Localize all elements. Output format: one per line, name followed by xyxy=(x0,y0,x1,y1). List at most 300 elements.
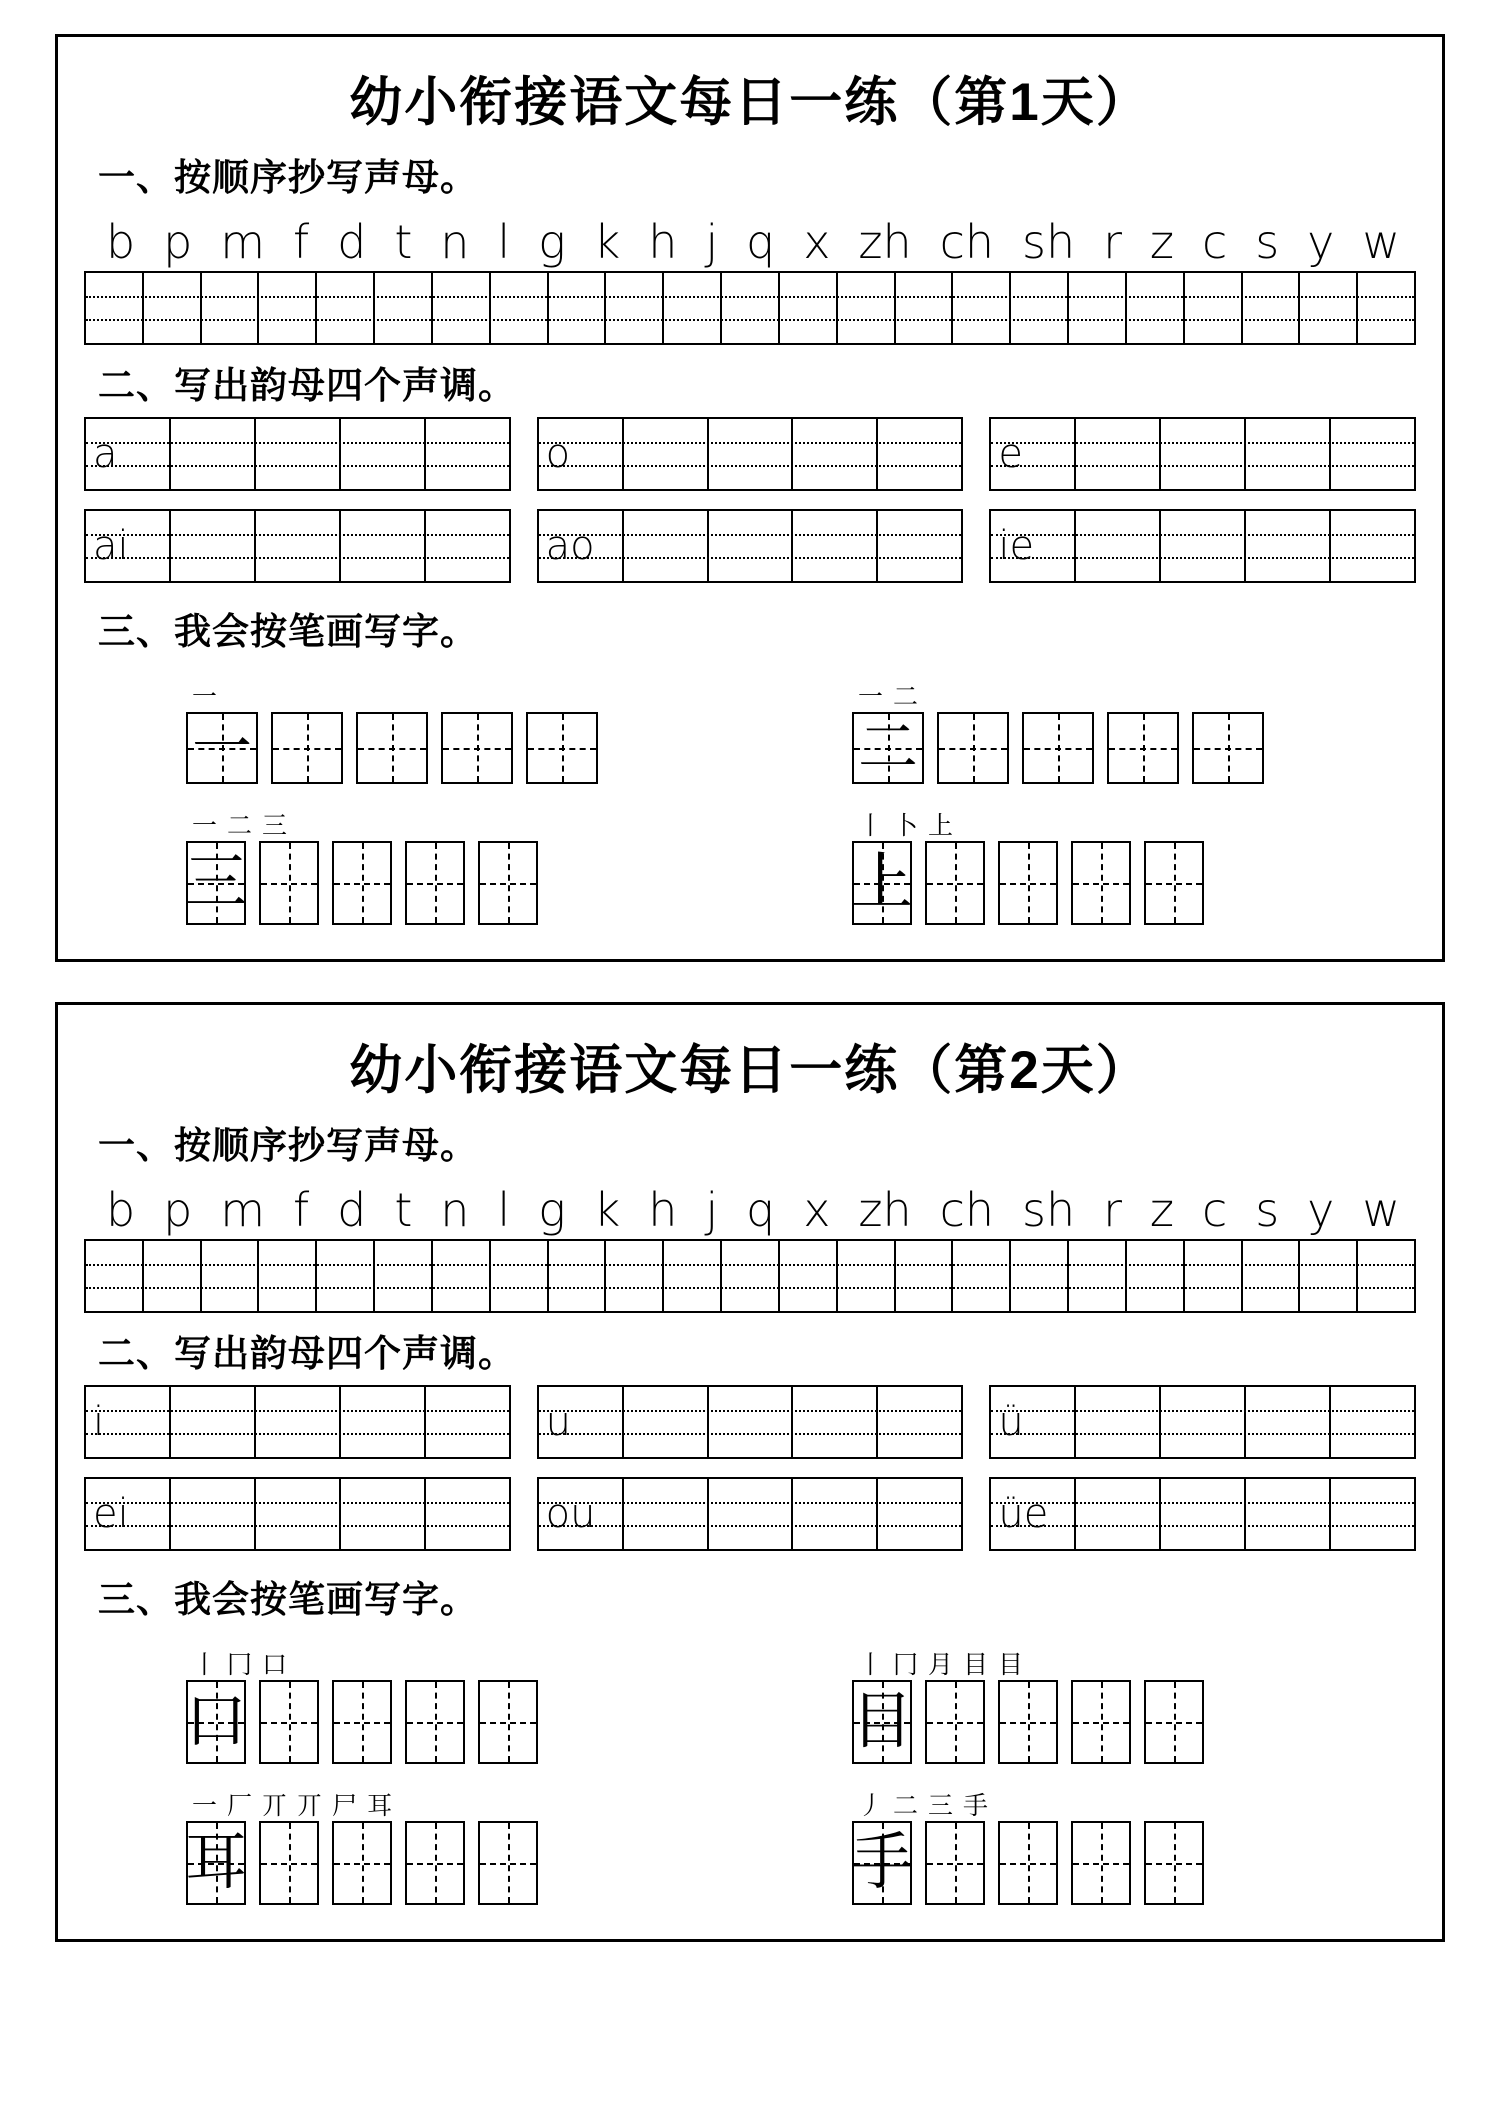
pinyin-cell[interactable] xyxy=(664,1241,722,1311)
vowel-label: ai xyxy=(93,522,129,569)
tian-zi-ge-row xyxy=(186,712,598,784)
pinyin-cell[interactable] xyxy=(664,273,722,343)
stroke-order-strip xyxy=(186,798,287,838)
pinyin-cell[interactable] xyxy=(838,1241,896,1311)
stroke-step: 丌 xyxy=(297,1790,323,1820)
pinyin-cell[interactable] xyxy=(433,273,491,343)
pinyin-cell[interactable] xyxy=(1246,419,1331,489)
tone-practice-row xyxy=(84,1477,1416,1551)
initial-letter: g xyxy=(538,1182,566,1237)
pinyin-four-line-grid xyxy=(84,1239,1416,1313)
initials-letter-row xyxy=(84,207,1416,269)
vowel-label: ie xyxy=(998,522,1035,569)
tian-zi-ge-box[interactable] xyxy=(478,1680,538,1764)
character-row xyxy=(84,798,1416,925)
tian-zi-ge-box[interactable] xyxy=(925,1821,985,1905)
tian-zi-ge-box[interactable] xyxy=(441,712,513,784)
pinyin-four-line-grid xyxy=(537,1385,964,1459)
pinyin-cell[interactable] xyxy=(256,1479,341,1549)
stroke-step: 耳 xyxy=(367,1790,393,1820)
pinyin-cell[interactable] xyxy=(375,1241,433,1311)
pinyin-cell[interactable] xyxy=(896,1241,954,1311)
pinyin-cell[interactable] xyxy=(1076,419,1161,489)
character-row xyxy=(84,1637,1416,1764)
stroke-step: 一 xyxy=(191,681,217,711)
tone-practice-group xyxy=(84,417,511,491)
pinyin-cell[interactable] xyxy=(1243,273,1301,343)
vowel-label: u xyxy=(545,1398,572,1445)
pinyin-cell[interactable] xyxy=(202,1241,260,1311)
initial-letter: q xyxy=(746,214,776,269)
pinyin-cell[interactable] xyxy=(780,1241,838,1311)
stroke-step: 二 xyxy=(893,1790,919,1820)
tian-zi-ge-box[interactable] xyxy=(186,1821,246,1905)
tian-zi-ge-row xyxy=(852,712,1264,784)
pinyin-cell[interactable] xyxy=(624,1479,709,1549)
vowel-label: ou xyxy=(545,1490,596,1537)
initial-letter: m xyxy=(220,214,266,269)
tian-zi-ge-box[interactable] xyxy=(1071,1680,1131,1764)
character-practice-block xyxy=(104,1637,730,1764)
pinyin-cell[interactable] xyxy=(1358,1241,1414,1311)
pinyin-cell[interactable] xyxy=(1246,511,1331,581)
tone-practice-row xyxy=(84,509,1416,583)
pinyin-cell[interactable] xyxy=(1076,1479,1161,1549)
pinyin-cell[interactable] xyxy=(1161,1387,1246,1457)
pinyin-cell[interactable] xyxy=(709,1479,794,1549)
tian-zi-ge-box[interactable] xyxy=(259,1680,319,1764)
pinyin-cell[interactable] xyxy=(991,419,1076,489)
pinyin-cell[interactable] xyxy=(341,1387,426,1457)
vowel-label: ü xyxy=(998,1398,1024,1445)
stroke-step: 目 xyxy=(963,1649,989,1679)
worksheet-title: 幼小衔接语文每日一练（第2天） xyxy=(349,1040,1151,1100)
initial-letter: l xyxy=(497,214,511,269)
vowel-label: ei xyxy=(93,1490,129,1537)
pinyin-cell[interactable] xyxy=(709,511,794,581)
initial-letter: k xyxy=(593,1182,621,1237)
tian-zi-ge-box[interactable] xyxy=(405,841,465,925)
tone-practice-group xyxy=(989,417,1416,491)
pinyin-cell[interactable] xyxy=(1161,1479,1246,1549)
tian-zi-ge-row xyxy=(186,841,538,925)
pinyin-cell[interactable] xyxy=(1127,273,1185,343)
pinyin-cell[interactable] xyxy=(1331,419,1414,489)
pinyin-cell[interactable] xyxy=(202,273,260,343)
pinyin-cell[interactable] xyxy=(341,1479,426,1549)
stroke-step: 丨 xyxy=(191,1649,217,1679)
character-practice-block xyxy=(770,1778,1396,1905)
character-practice-block xyxy=(104,1778,730,1905)
tian-zi-ge-box[interactable] xyxy=(998,1680,1058,1764)
stroke-step: 一 xyxy=(857,681,883,711)
tian-zi-ge-box[interactable] xyxy=(478,1821,538,1905)
tian-zi-ge-box[interactable] xyxy=(259,841,319,925)
pinyin-cell[interactable] xyxy=(86,1241,144,1311)
tone-practice-group xyxy=(537,417,964,491)
tian-zi-ge-box[interactable] xyxy=(478,841,538,925)
pinyin-cell[interactable] xyxy=(793,1387,878,1457)
initial-letter: d xyxy=(337,214,367,269)
stroke-step: 三 xyxy=(928,1790,954,1820)
pinyin-cell[interactable] xyxy=(838,273,896,343)
pinyin-cell[interactable] xyxy=(1185,273,1243,343)
pinyin-cell[interactable] xyxy=(878,511,961,581)
initial-letter: h xyxy=(648,214,678,269)
tian-zi-ge-box[interactable] xyxy=(1107,712,1179,784)
pinyin-cell[interactable] xyxy=(549,273,607,343)
section-heading: 三、我会按笔画写字。 xyxy=(98,611,478,653)
tian-zi-ge-box[interactable] xyxy=(1192,712,1264,784)
stroke-step: 丌 xyxy=(262,1790,288,1820)
pinyin-four-line-grid xyxy=(537,417,964,491)
pinyin-cell[interactable] xyxy=(606,1241,664,1311)
pinyin-cell[interactable] xyxy=(991,511,1076,581)
pinyin-four-line-grid xyxy=(84,271,1416,345)
tone-practice-group xyxy=(84,509,511,583)
pinyin-cell[interactable] xyxy=(171,419,256,489)
initial-letter: h xyxy=(648,1182,678,1237)
stroke-step: 尸 xyxy=(332,1790,358,1820)
initial-letter: ch xyxy=(939,1182,995,1237)
character-row xyxy=(84,669,1416,784)
pinyin-cell[interactable] xyxy=(1161,419,1246,489)
tian-zi-ge-box[interactable] xyxy=(186,1680,246,1764)
pinyin-cell[interactable] xyxy=(171,1387,256,1457)
pinyin-cell[interactable] xyxy=(1069,1241,1127,1311)
pinyin-four-line-grid xyxy=(989,417,1416,491)
stroke-step: 厂 xyxy=(227,1790,253,1820)
tian-zi-ge-box[interactable] xyxy=(1144,1680,1204,1764)
stroke-step: 丨 xyxy=(857,810,883,840)
pinyin-cell[interactable] xyxy=(606,273,664,343)
tian-zi-ge-row xyxy=(852,841,1204,925)
pinyin-cell[interactable] xyxy=(491,1241,549,1311)
character-glyph: 一 xyxy=(191,714,252,781)
stroke-order-strip xyxy=(186,669,217,709)
pinyin-cell[interactable] xyxy=(256,1387,341,1457)
section-heading: 一、按顺序抄写声母。 xyxy=(98,157,478,199)
tian-zi-ge-box[interactable] xyxy=(405,1680,465,1764)
stroke-step: 三 xyxy=(262,810,288,840)
initial-letter: sh xyxy=(1022,1182,1076,1237)
pinyin-cell[interactable] xyxy=(539,1387,624,1457)
pinyin-cell[interactable] xyxy=(86,511,171,581)
character-practice-block xyxy=(770,798,1396,925)
initial-letter: zh xyxy=(858,214,912,269)
pinyin-cell[interactable] xyxy=(341,419,426,489)
tian-zi-ge-row xyxy=(186,1680,538,1764)
initial-letter: r xyxy=(1103,214,1122,269)
pinyin-cell[interactable] xyxy=(1011,1241,1069,1311)
vowel-label: üe xyxy=(998,1490,1049,1537)
tian-zi-ge-box[interactable] xyxy=(852,1821,912,1905)
initial-letter: sh xyxy=(1022,214,1076,269)
tian-zi-ge-box[interactable] xyxy=(852,1680,912,1764)
initial-letter: c xyxy=(1202,1182,1228,1237)
tian-zi-ge-box[interactable] xyxy=(259,1821,319,1905)
stroke-step: 上 xyxy=(928,810,954,840)
pinyin-cell[interactable] xyxy=(1300,273,1358,343)
tian-zi-ge-box[interactable] xyxy=(925,1680,985,1764)
character-practice-block xyxy=(770,1637,1396,1764)
initial-letter: p xyxy=(163,214,193,269)
initial-letter: y xyxy=(1307,1182,1335,1237)
stroke-step: 月 xyxy=(928,1649,954,1679)
pinyin-cell[interactable] xyxy=(539,511,624,581)
pinyin-cell[interactable] xyxy=(896,273,954,343)
tian-zi-ge-box[interactable] xyxy=(1144,1821,1204,1905)
pinyin-cell[interactable] xyxy=(1358,273,1414,343)
pinyin-cell[interactable] xyxy=(953,273,1011,343)
pinyin-cell[interactable] xyxy=(1331,1479,1414,1549)
initial-letter: t xyxy=(394,1182,413,1237)
pinyin-cell[interactable] xyxy=(1246,1387,1331,1457)
tian-zi-ge-box[interactable] xyxy=(1022,712,1094,784)
initial-letter: q xyxy=(746,1182,776,1237)
tian-zi-ge-box[interactable] xyxy=(852,712,924,784)
stroke-step: 目 xyxy=(998,1649,1024,1679)
character-row xyxy=(84,1778,1416,1905)
pinyin-four-line-grid xyxy=(84,417,511,491)
initial-letter: ch xyxy=(939,214,995,269)
tone-practice-group xyxy=(84,1477,511,1551)
pinyin-cell[interactable] xyxy=(1011,273,1069,343)
pinyin-cell[interactable] xyxy=(722,273,780,343)
tian-zi-ge-box[interactable] xyxy=(925,841,985,925)
pinyin-cell[interactable] xyxy=(171,511,256,581)
pinyin-cell[interactable] xyxy=(878,1387,961,1457)
pinyin-cell[interactable] xyxy=(375,273,433,343)
pinyin-four-line-grid xyxy=(84,1385,511,1459)
tian-zi-ge-box[interactable] xyxy=(332,841,392,925)
tian-zi-ge-box[interactable] xyxy=(526,712,598,784)
initial-letter: t xyxy=(394,214,413,269)
pinyin-cell[interactable] xyxy=(426,419,509,489)
tian-zi-ge-box[interactable] xyxy=(332,1680,392,1764)
pinyin-cell[interactable] xyxy=(624,1387,709,1457)
pinyin-cell[interactable] xyxy=(878,1479,961,1549)
vowel-label: ao xyxy=(545,522,595,569)
stroke-step: 一 xyxy=(191,1790,217,1820)
vowel-label: e xyxy=(998,430,1023,477)
pinyin-cell[interactable] xyxy=(1243,1241,1301,1311)
initial-letter: b xyxy=(106,214,136,269)
tian-zi-ge-box[interactable] xyxy=(1071,1821,1131,1905)
pinyin-cell[interactable] xyxy=(426,1479,509,1549)
pinyin-cell[interactable] xyxy=(991,1387,1076,1457)
initial-letter: p xyxy=(163,1182,193,1237)
pinyin-cell[interactable] xyxy=(793,1479,878,1549)
pinyin-four-line-grid xyxy=(989,1477,1416,1551)
tian-zi-ge-box[interactable] xyxy=(998,841,1058,925)
initial-letter: k xyxy=(593,214,621,269)
pinyin-cell[interactable] xyxy=(624,419,709,489)
worksheet-title: 幼小衔接语文每日一练（第1天） xyxy=(349,73,1151,132)
pinyin-cell[interactable] xyxy=(341,511,426,581)
character-glyph: 目 xyxy=(850,1687,913,1756)
pinyin-cell[interactable] xyxy=(491,273,549,343)
worksheet-sheet-2 xyxy=(55,1002,1445,1942)
tian-zi-ge-box[interactable] xyxy=(271,712,343,784)
pinyin-cell[interactable] xyxy=(991,1479,1076,1549)
pinyin-cell[interactable] xyxy=(709,1387,794,1457)
initial-letter: w xyxy=(1362,214,1400,269)
pinyin-cell[interactable] xyxy=(1127,1241,1185,1311)
stroke-step: 卜 xyxy=(893,810,919,840)
tone-practice-group xyxy=(989,1385,1416,1459)
pinyin-cell[interactable] xyxy=(624,511,709,581)
initial-letter: z xyxy=(1149,214,1175,269)
pinyin-cell[interactable] xyxy=(953,1241,1011,1311)
character-glyph: 二 xyxy=(857,714,918,781)
stroke-order-strip xyxy=(852,1778,988,1818)
vowel-label: i xyxy=(93,1398,105,1445)
initial-letter: n xyxy=(440,1182,470,1237)
pinyin-cell[interactable] xyxy=(1076,1387,1161,1457)
pinyin-cell[interactable] xyxy=(780,273,838,343)
pinyin-cell[interactable] xyxy=(709,419,794,489)
stroke-step: 手 xyxy=(963,1790,989,1820)
tian-zi-ge-row xyxy=(186,1821,538,1905)
pinyin-cell[interactable] xyxy=(1076,511,1161,581)
pinyin-cell[interactable] xyxy=(878,419,961,489)
tone-practice-group xyxy=(84,1385,511,1459)
pinyin-cell[interactable] xyxy=(171,1479,256,1549)
tian-zi-ge-box[interactable] xyxy=(1144,841,1204,925)
character-glyph: 上 xyxy=(850,848,913,917)
character-glyph: 口 xyxy=(184,1687,247,1756)
pinyin-four-line-grid xyxy=(84,509,511,583)
initial-letter: f xyxy=(293,214,310,269)
pinyin-cell[interactable] xyxy=(722,1241,780,1311)
section-heading: 三、我会按笔画写字。 xyxy=(98,1579,478,1621)
pinyin-cell[interactable] xyxy=(1331,1387,1414,1457)
worksheet-sheet-1 xyxy=(55,34,1445,962)
pinyin-cell[interactable] xyxy=(86,273,144,343)
character-glyph: 耳 xyxy=(184,1828,247,1897)
initial-letter: n xyxy=(440,214,470,269)
tone-practice-row xyxy=(84,417,1416,491)
pinyin-four-line-grid xyxy=(537,1477,964,1551)
pinyin-cell[interactable] xyxy=(86,419,171,489)
pinyin-four-line-grid xyxy=(989,509,1416,583)
pinyin-four-line-grid xyxy=(84,1477,511,1551)
stroke-step: 一 xyxy=(191,810,217,840)
stroke-step: 丿 xyxy=(857,1790,883,1820)
tian-zi-ge-box[interactable] xyxy=(998,1821,1058,1905)
character-glyph: 三 xyxy=(184,848,247,917)
pinyin-cell[interactable] xyxy=(256,419,341,489)
pinyin-cell[interactable] xyxy=(426,511,509,581)
pinyin-cell[interactable] xyxy=(539,1479,624,1549)
pinyin-cell[interactable] xyxy=(793,419,878,489)
pinyin-cell[interactable] xyxy=(256,511,341,581)
stroke-order-strip xyxy=(852,798,953,838)
initial-letter: j xyxy=(705,214,719,269)
tian-zi-ge-box[interactable] xyxy=(1071,841,1131,925)
initial-letter: m xyxy=(220,1182,266,1237)
pinyin-cell[interactable] xyxy=(317,273,375,343)
pinyin-cell[interactable] xyxy=(426,1387,509,1457)
initial-letter: b xyxy=(106,1182,136,1237)
stroke-order-strip xyxy=(852,1637,1023,1677)
tone-practice-group xyxy=(989,1477,1416,1551)
pinyin-cell[interactable] xyxy=(144,1241,202,1311)
stroke-step: 丨 xyxy=(857,1649,883,1679)
tone-practice-group xyxy=(537,1477,964,1551)
pinyin-cell[interactable] xyxy=(317,1241,375,1311)
character-practice-block xyxy=(770,669,1396,784)
pinyin-cell[interactable] xyxy=(539,419,624,489)
character-practice-block xyxy=(104,669,730,784)
character-glyph: 手 xyxy=(850,1828,913,1897)
initial-letter: zh xyxy=(858,1182,912,1237)
pinyin-cell[interactable] xyxy=(1161,511,1246,581)
worksheets-container xyxy=(55,34,1445,1942)
tone-practice-group xyxy=(537,1385,964,1459)
tian-zi-ge-box[interactable] xyxy=(937,712,1009,784)
pinyin-cell[interactable] xyxy=(793,511,878,581)
initial-letter: w xyxy=(1362,1182,1400,1237)
stroke-order-strip xyxy=(186,1637,287,1677)
stroke-step: 冂 xyxy=(227,1649,253,1679)
tone-practice-row xyxy=(84,1385,1416,1459)
section-heading: 一、按顺序抄写声母。 xyxy=(98,1125,478,1167)
initial-letter: x xyxy=(803,214,831,269)
character-practice-block xyxy=(104,798,730,925)
stroke-step: 二 xyxy=(893,681,919,711)
initial-letter: c xyxy=(1202,214,1228,269)
tian-zi-ge-box[interactable] xyxy=(332,1821,392,1905)
tian-zi-ge-row xyxy=(852,1680,1204,1764)
pinyin-cell[interactable] xyxy=(1246,1479,1331,1549)
pinyin-cell[interactable] xyxy=(1185,1241,1243,1311)
tian-zi-ge-box[interactable] xyxy=(186,841,246,925)
pinyin-cell[interactable] xyxy=(549,1241,607,1311)
tian-zi-ge-box[interactable] xyxy=(405,1821,465,1905)
pinyin-cell[interactable] xyxy=(86,1479,171,1549)
vowel-label: o xyxy=(545,430,571,477)
pinyin-cell[interactable] xyxy=(433,1241,491,1311)
tian-zi-ge-box[interactable] xyxy=(852,841,912,925)
initial-letter: d xyxy=(337,1182,367,1237)
tone-practice-group xyxy=(537,509,964,583)
stroke-order-strip xyxy=(852,669,918,709)
initial-letter: s xyxy=(1255,214,1280,269)
initial-letter: x xyxy=(803,1182,831,1237)
pinyin-cell[interactable] xyxy=(1069,273,1127,343)
tone-practice-group xyxy=(989,509,1416,583)
pinyin-cell[interactable] xyxy=(144,273,202,343)
section-heading: 二、写出韵母四个声调。 xyxy=(98,1333,516,1375)
pinyin-four-line-grid xyxy=(989,1385,1416,1459)
tian-zi-ge-row xyxy=(852,1821,1204,1905)
tian-zi-ge-box[interactable] xyxy=(356,712,428,784)
tian-zi-ge-box[interactable] xyxy=(186,712,258,784)
pinyin-cell[interactable] xyxy=(259,1241,317,1311)
initials-letter-row xyxy=(84,1175,1416,1237)
initial-letter: g xyxy=(538,214,566,269)
stroke-step: 二 xyxy=(227,810,253,840)
section-heading: 二、写出韵母四个声调。 xyxy=(98,365,516,407)
vowel-label: a xyxy=(93,430,118,477)
pinyin-cell[interactable] xyxy=(86,1387,171,1457)
pinyin-cell[interactable] xyxy=(1300,1241,1358,1311)
stroke-order-strip xyxy=(186,1778,392,1818)
pinyin-cell[interactable] xyxy=(1331,511,1414,581)
pinyin-cell[interactable] xyxy=(259,273,317,343)
